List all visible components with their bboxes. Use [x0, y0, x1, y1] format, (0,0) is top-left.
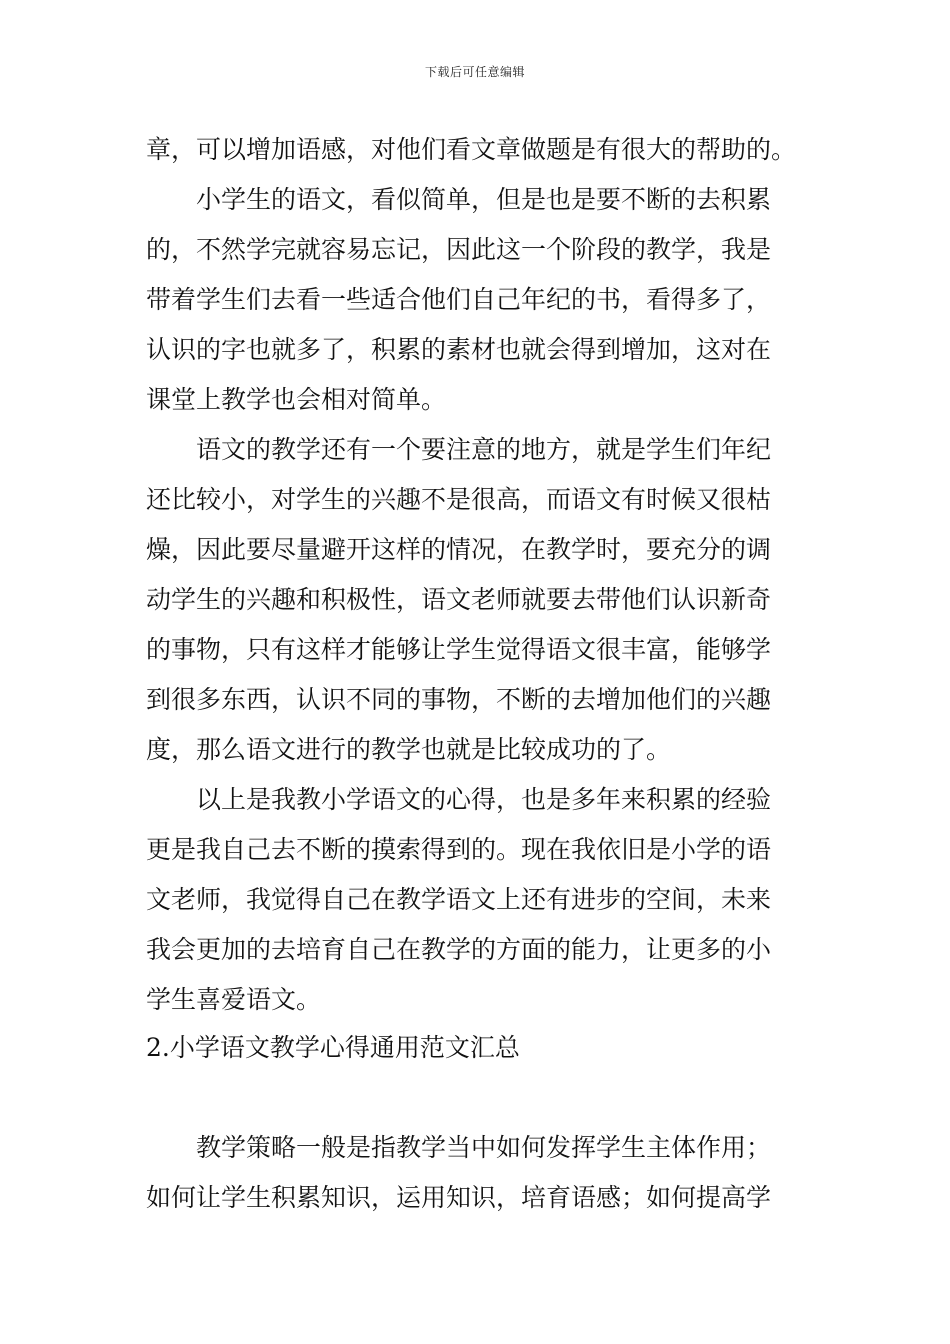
paragraph-first-line: 以上是我教小学语文的心得，也是多年来积累的经验: [196, 785, 772, 814]
text-line: 认识的字也就多了，积累的素材也就会得到增加，这对在: [146, 335, 772, 364]
section-heading: 2.小学语文教学心得通用范文汇总: [146, 1033, 520, 1062]
text-line: 更是我自己去不断的摸索得到的。现在我依旧是小学的语: [146, 835, 772, 864]
text-line: 文老师，我觉得自己在教学语文上还有进步的空间，未来: [146, 885, 772, 914]
text-line: 动学生的兴趣和积极性，语文老师就要去带他们认识新奇: [146, 585, 772, 614]
text-line: 如何让学生积累知识，运用知识，培育语感；如何提高学: [146, 1183, 772, 1212]
paragraph-first-line: 语文的教学还有一个要注意的地方，就是学生们年纪: [196, 435, 772, 464]
paragraph-first-line: 小学生的语文，看似简单，但是也是要不断的去积累: [196, 185, 772, 214]
text-line: 还比较小，对学生的兴趣不是很高，而语文有时候又很枯: [146, 485, 772, 514]
text-line: 我会更加的去培育自己在教学的方面的能力，让更多的小: [146, 935, 772, 964]
text-line: 到很多东西，认识不同的事物，不断的去增加他们的兴趣: [146, 685, 772, 714]
text-line: 章，可以增加语感，对他们看文章做题是有很大的帮助的。: [146, 135, 797, 164]
text-line: 课堂上教学也会相对简单。: [146, 385, 447, 414]
text-line: 度，那么语文进行的教学也就是比较成功的了。: [146, 735, 672, 764]
text-line: 燥，因此要尽量避开这样的情况，在教学时，要充分的调: [146, 535, 772, 564]
paragraph-first-line: 教学策略一般是指教学当中如何发挥学生主体作用；: [196, 1133, 772, 1162]
text-line: 带着学生们去看一些适合他们自己年纪的书，看得多了，: [146, 285, 772, 314]
text-line: 学生喜爱语文。: [146, 985, 322, 1014]
page-header: 下载后可任意编辑: [424, 65, 525, 79]
text-line: 的，不然学完就容易忘记，因此这一个阶段的教学，我是: [146, 235, 772, 264]
text-line: 的事物，只有这样才能够让学生觉得语文很丰富，能够学: [146, 635, 772, 664]
